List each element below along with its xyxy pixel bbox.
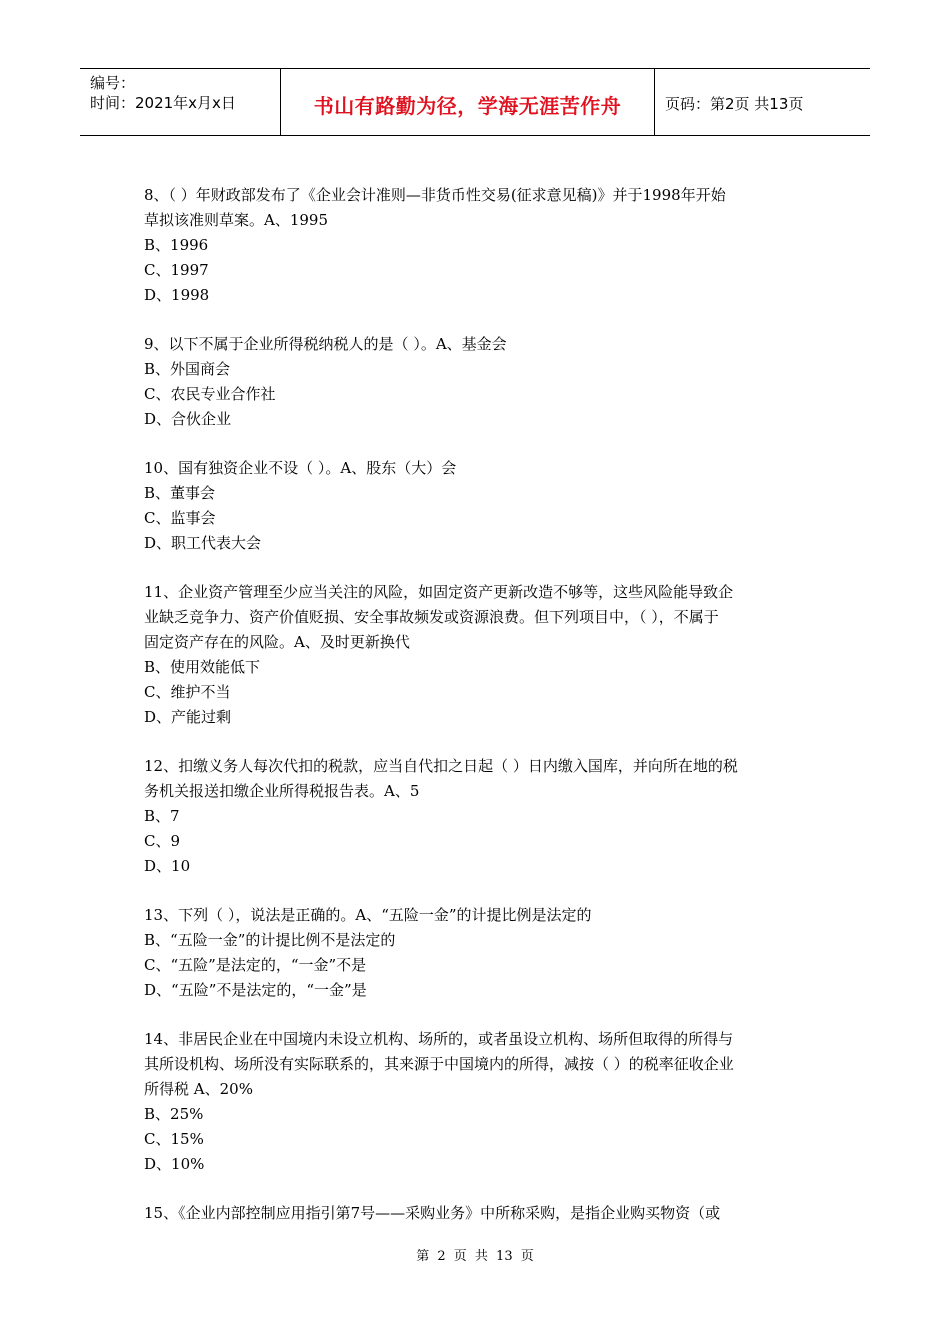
question-text-line: 务机关报送扣缴企业所得税报告表。A、5 bbox=[144, 782, 420, 800]
header-meta bbox=[80, 69, 281, 135]
answer-option: B、1996 bbox=[144, 236, 209, 254]
question-text-line: 所得税 A、20% bbox=[144, 1080, 253, 1098]
answer-option: C、农民专业合作社 bbox=[144, 385, 276, 403]
number-label: 编号： bbox=[90, 74, 136, 92]
answer-option: C、“五险”是法定的，“一金”不是 bbox=[144, 956, 367, 974]
question-block bbox=[144, 183, 809, 308]
question-block bbox=[144, 1027, 809, 1177]
question-text-line: 13、下列（ ），说法是正确的。A、“五险一金”的计提比例是法定的 bbox=[144, 906, 592, 924]
question-text-line: 业缺乏竞争力、资产价值贬损、安全事故频发或资源浪费。但下列项目中，（ ），不属于 bbox=[144, 608, 719, 626]
answer-option: C、1997 bbox=[144, 261, 209, 279]
date-line: 时间：2021年x月x日 bbox=[90, 94, 236, 112]
question-text-line: 10、国有独资企业不设（ ）。A、股东（大）会 bbox=[144, 459, 457, 477]
question-block bbox=[144, 1201, 809, 1226]
question-block bbox=[144, 580, 809, 730]
answer-option: D、合伙企业 bbox=[144, 410, 232, 428]
answer-option: D、10% bbox=[144, 1155, 205, 1173]
header-motto: 书山有路勤为径，学海无涯苦作舟 bbox=[281, 69, 655, 135]
question-text-line: 15、《企业内部控制应用指引第7号——采购业务》中所称采购，是指企业购买物资（或 bbox=[144, 1204, 721, 1222]
question-text-line: 固定资产存在的风险。A、及时更新换代 bbox=[144, 633, 410, 651]
question-block bbox=[144, 903, 809, 1003]
page-footer: 第 2 页 共 13 页 bbox=[416, 1249, 534, 1264]
answer-option: C、15% bbox=[144, 1130, 204, 1148]
answer-option: D、“五险”不是法定的，“一金”是 bbox=[144, 981, 367, 999]
answer-option: B、外国商会 bbox=[144, 360, 231, 378]
header-page-info: 页码：第2页 共13页 bbox=[665, 94, 804, 113]
question-text-line: 9、以下不属于企业所得税纳税人的是（ ）。A、基金会 bbox=[144, 335, 507, 353]
answer-option: B、使用效能低下 bbox=[144, 658, 261, 676]
page-header bbox=[80, 68, 870, 136]
answer-option: C、维护不当 bbox=[144, 683, 231, 701]
question-block bbox=[144, 456, 809, 556]
answer-option: D、10 bbox=[144, 857, 191, 875]
answer-option: B、25% bbox=[144, 1105, 204, 1123]
answer-option: B、董事会 bbox=[144, 484, 216, 502]
answer-option: D、产能过剩 bbox=[144, 708, 232, 726]
question-block bbox=[144, 754, 809, 879]
question-text-line: 14、非居民企业在中国境内未设立机构、场所的，或者虽设立机构、场所但取得的所得与 bbox=[144, 1030, 734, 1048]
answer-option: D、职工代表大会 bbox=[144, 534, 262, 552]
answer-option: D、1998 bbox=[144, 286, 210, 304]
answer-option: C、9 bbox=[144, 832, 181, 850]
question-text-line: 11、企业资产管理至少应当关注的风险，如固定资产更新改造不够等，这些风险能导致企 bbox=[144, 583, 734, 601]
question-list bbox=[144, 183, 809, 1250]
answer-option: B、“五险一金”的计提比例不是法定的 bbox=[144, 931, 396, 949]
answer-option: B、7 bbox=[144, 807, 180, 825]
question-text-line: 草拟该准则草案。A、1995 bbox=[144, 211, 329, 229]
question-text-line: 8、（ ）年财政部发布了《企业会计准则—非货币性交易(征求意见稿)》并于1998年开始 bbox=[144, 186, 726, 204]
question-block bbox=[144, 332, 809, 432]
question-text-line: 其所设机构、场所没有实际联系的，其来源于中国境内的所得，减按（ ）的税率征收企业 bbox=[144, 1055, 734, 1073]
answer-option: C、监事会 bbox=[144, 509, 216, 527]
question-text-line: 12、扣缴义务人每次代扣的税款，应当自代扣之日起（ ）日内缴入国库，并向所在地的税 bbox=[144, 757, 738, 775]
